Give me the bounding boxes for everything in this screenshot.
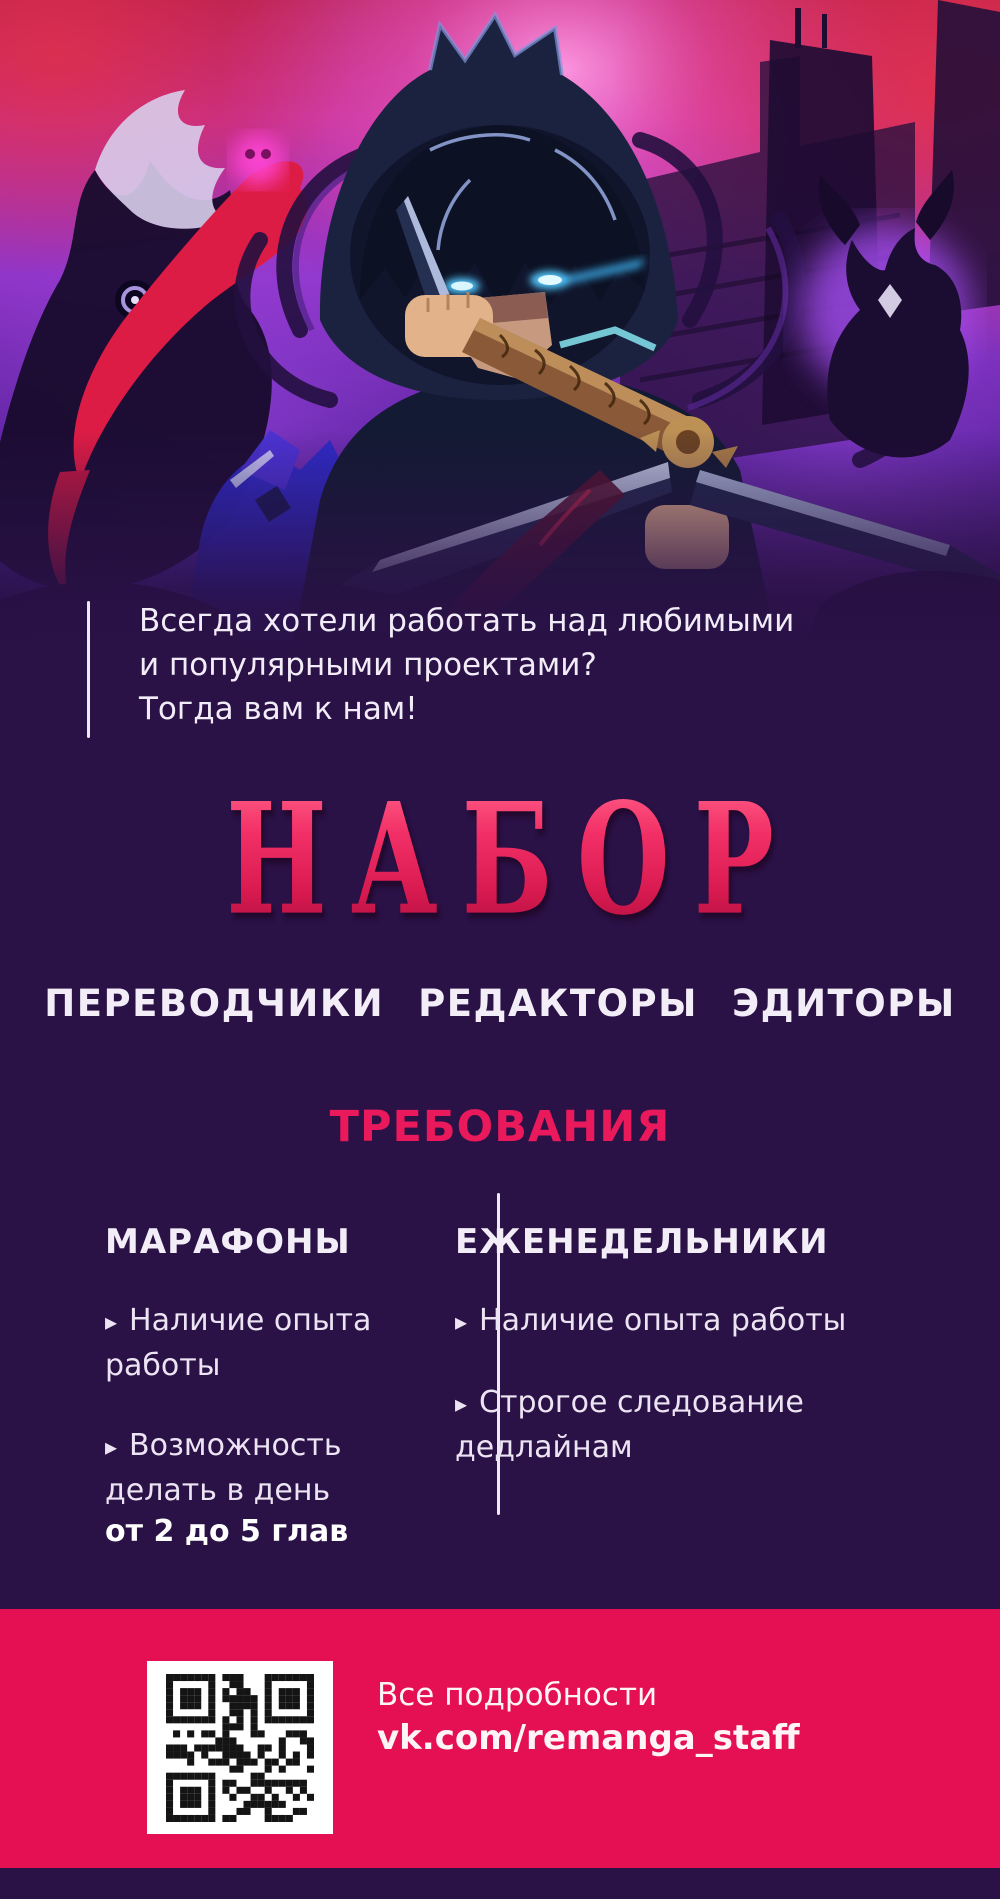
role-translators: ПЕРЕВОДЧИКИ (44, 982, 385, 1025)
bullet-arrow-icon: ▸ (105, 1308, 118, 1336)
intro-text (139, 599, 794, 731)
qr-code-pattern (166, 1674, 314, 1822)
requirement-item (105, 1424, 415, 1552)
glowing-face (232, 134, 284, 186)
footer-details-label: Все подробности (377, 1677, 658, 1713)
requirement-item (105, 1299, 415, 1387)
requirement-text: Наличие опыта работы (479, 1303, 847, 1338)
column-weeklies (455, 1222, 935, 1469)
column-marathons (105, 1222, 415, 1552)
column-header: МАРАФОНЫ (105, 1222, 351, 1262)
footer (0, 1609, 1000, 1868)
bullet-arrow-icon: ▸ (105, 1433, 118, 1461)
footer-vk-link[interactable]: vk.com/remanga_staff (377, 1718, 800, 1758)
page-title: НАБОР (40, 783, 960, 936)
column-header: ЕЖЕНЕДЕЛЬНИКИ (455, 1222, 829, 1262)
requirement-item (455, 1299, 935, 1344)
requirement-bold-text: от 2 до 5 глав (105, 1514, 349, 1549)
requirement-text: Наличие опыта работы (105, 1303, 372, 1383)
role-editors: РЕДАКТОРЫ (418, 982, 698, 1025)
requirement-text: Возможность делать в день (105, 1428, 342, 1508)
intro-line: и популярными проектами? (139, 647, 597, 683)
hero-artwork (0, 0, 1000, 660)
intro-line: Тогда вам к нам! (139, 691, 418, 727)
role-typesetters: ЭДИТОРЫ (731, 982, 956, 1025)
requirement-text: Строгое следование дедлайнам (455, 1385, 804, 1465)
roles-list (0, 982, 1000, 1025)
requirement-item (455, 1381, 935, 1469)
requirements-heading: ТРЕБОВАНИЯ (329, 1102, 671, 1152)
intro-line: Всегда хотели работать над любимыми (139, 603, 795, 639)
footer-text (377, 1675, 800, 1761)
bullet-arrow-icon: ▸ (455, 1308, 468, 1336)
bullet-arrow-icon: ▸ (455, 1390, 468, 1418)
intro-accent-bar (87, 601, 90, 738)
qr-code (147, 1661, 333, 1834)
